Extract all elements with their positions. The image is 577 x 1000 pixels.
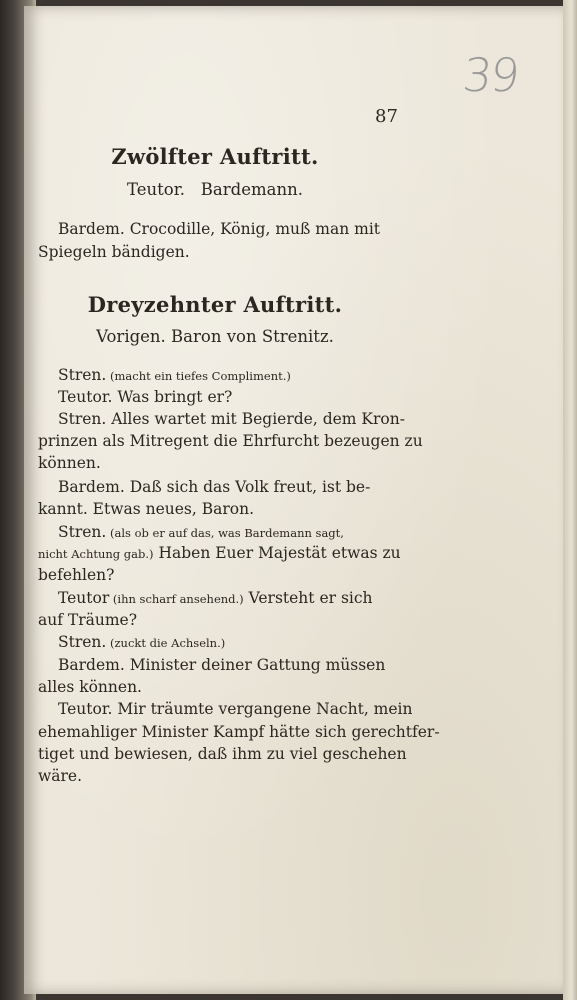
scene-13-line-15 [38,678,142,696]
dialogue-text: Stren. Alles wartet mit Begierde, dem Kron- [58,410,405,428]
dialogue-text: ehemahliger Minister Kampf hätte sich gerechtfer- [38,723,440,741]
stage-direction: (ihn scharf ansehend.) [109,592,244,606]
scene-13-line-18 [38,745,407,763]
dialogue-text: Versteht er sich [243,589,373,607]
scene-13-characters: Vorigen. Baron von Strenitz. [96,327,334,346]
scene-12-line-2: Spiegeln bändigen. [38,243,190,261]
scene-13-line-2 [58,388,232,406]
dialogue-text: befehlen? [38,566,115,584]
scene-13-title: Dreyzehnter Auftritt. [87,292,343,317]
scene-13-line-14 [58,656,385,674]
scene-13-line-10 [38,566,114,584]
scene-13-line-5 [38,454,101,472]
stage-direction: (macht ein tiefes Compliment.) [106,369,291,383]
stage-direction: (als ob er auf das, was Bardemann sagt, [106,526,344,540]
scene-13-line-1 [58,366,291,384]
dialogue-text: Stren. [58,366,107,384]
scene-12-title: Zwölfter Auftritt. [111,144,319,169]
dialogue-text: alles können. [38,678,142,696]
dialogue-text: auf Träume? [38,611,138,629]
page-edge [563,0,577,1000]
scene-13-line-9 [38,544,401,562]
dialogue-text: wäre. [38,767,83,785]
dialogue-text: Stren. [58,523,107,541]
scene-13-line-12 [38,611,137,629]
scene-13-line-16 [58,700,413,718]
dialogue-text: Bardem. Daß sich das Volk freut, ist be- [58,478,371,496]
stage-direction: nicht Achtung gab.) [38,547,154,561]
handwritten-folio-number: 39 [460,48,521,102]
dialogue-text: Stren. [58,633,107,651]
scene-13-line-19 [38,767,82,785]
dialogue-text: kannt. Etwas neues, Baron. [38,500,255,518]
page-number: 87 [375,106,398,127]
dialogue-text: Teutor. Was bringt er? [58,388,233,406]
scene-13-line-4 [38,432,423,450]
dialogue-text: Haben Euer Majestät etwas zu [153,544,401,562]
scene-13-line-13 [58,633,225,651]
dialogue-text: tiget und bewiesen, daß ihm zu viel geschehen [38,745,407,763]
dialogue-text: Teutor [58,589,110,607]
scene-13-line-7 [38,500,254,518]
dialogue-text: Bardem. Minister deiner Gattung müssen [58,656,386,674]
scene-13-line-6 [58,478,370,496]
scene-13-line-8 [58,523,344,541]
scene-13-line-17 [38,723,440,741]
dialogue-text: Teutor. Mir träumte vergangene Nacht, mein [58,700,413,718]
dialogue-text: prinzen als Mitregent die Ehrfurcht bezeugen zu [38,432,423,450]
scene-13-line-3 [58,410,405,428]
stage-direction: (zuckt die Achseln.) [106,636,226,650]
scene-12-line-1: Bardem. Crocodille, König, muß man mit [58,220,381,238]
scene-13-line-11 [58,589,373,607]
dialogue-text: können. [38,454,101,472]
scene-12-characters: Teutor. Bardemann. [127,180,303,199]
